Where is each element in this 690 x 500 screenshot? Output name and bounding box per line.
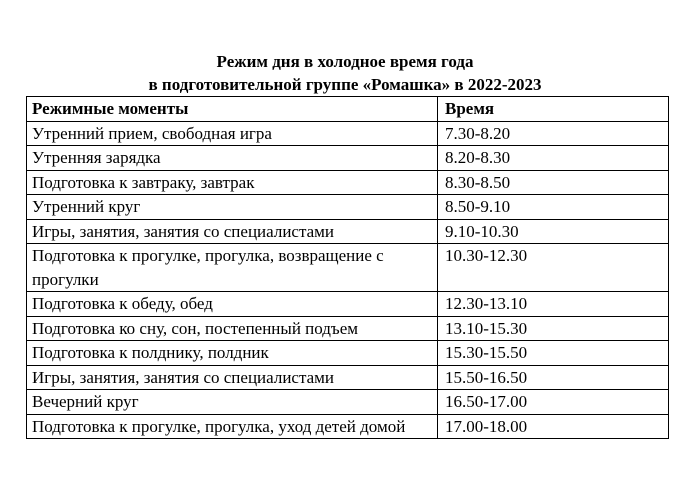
row-moment: Вечерний круг [27,390,438,415]
row-moment: Утренняя зарядка [27,146,438,171]
table-row [27,365,669,390]
table-row [27,316,669,341]
document-title [0,50,690,96]
row-moment: Подготовка к обеду, обед [27,292,438,317]
table-row [27,121,669,146]
table-row [27,146,669,171]
row-time: 8.50-9.10 [438,195,669,220]
header-moment: Режимные моменты [27,97,438,122]
row-time: 16.50-17.00 [438,390,669,415]
row-time: 17.00-18.00 [438,414,669,439]
row-time: 15.30-15.50 [438,341,669,366]
table-row [27,341,669,366]
row-moment: Подготовка к полднику, полдник [27,341,438,366]
row-time: 13.10-15.30 [438,316,669,341]
table-row [27,219,669,244]
title-line-2: в подготовительной группе «Ромашка» в 2022-2023 [148,75,542,94]
table-row [27,195,669,220]
row-time: 8.20-8.30 [438,146,669,171]
row-time: 10.30-12.30 [438,244,669,292]
row-moment: Подготовка к завтраку, завтрак [27,170,438,195]
row-moment: Игры, занятия, занятия со специалистами [27,365,438,390]
row-moment: Игры, занятия, занятия со специалистами [27,219,438,244]
row-moment: Подготовка к прогулке, прогулка, возвращение с прогулки [27,244,438,292]
row-time: 12.30-13.10 [438,292,669,317]
row-time: 8.30-8.50 [438,170,669,195]
row-moment: Подготовка к прогулке, прогулка, уход детей домой [27,414,438,439]
table-row [27,390,669,415]
row-time: 9.10-10.30 [438,219,669,244]
table-row [27,244,669,292]
title-line-1: Режим дня в холодное время года [216,52,474,71]
table-row [27,170,669,195]
row-time: 15.50-16.50 [438,365,669,390]
row-moment: Утренний круг [27,195,438,220]
row-moment: Подготовка ко сну, сон, постепенный подъем [27,316,438,341]
schedule-table [26,96,669,439]
table-row [27,292,669,317]
table-row [27,414,669,439]
header-time: Время [438,97,669,122]
table-header-row [27,97,669,122]
row-time: 7.30-8.20 [438,121,669,146]
row-moment: Утренний прием, свободная игра [27,121,438,146]
